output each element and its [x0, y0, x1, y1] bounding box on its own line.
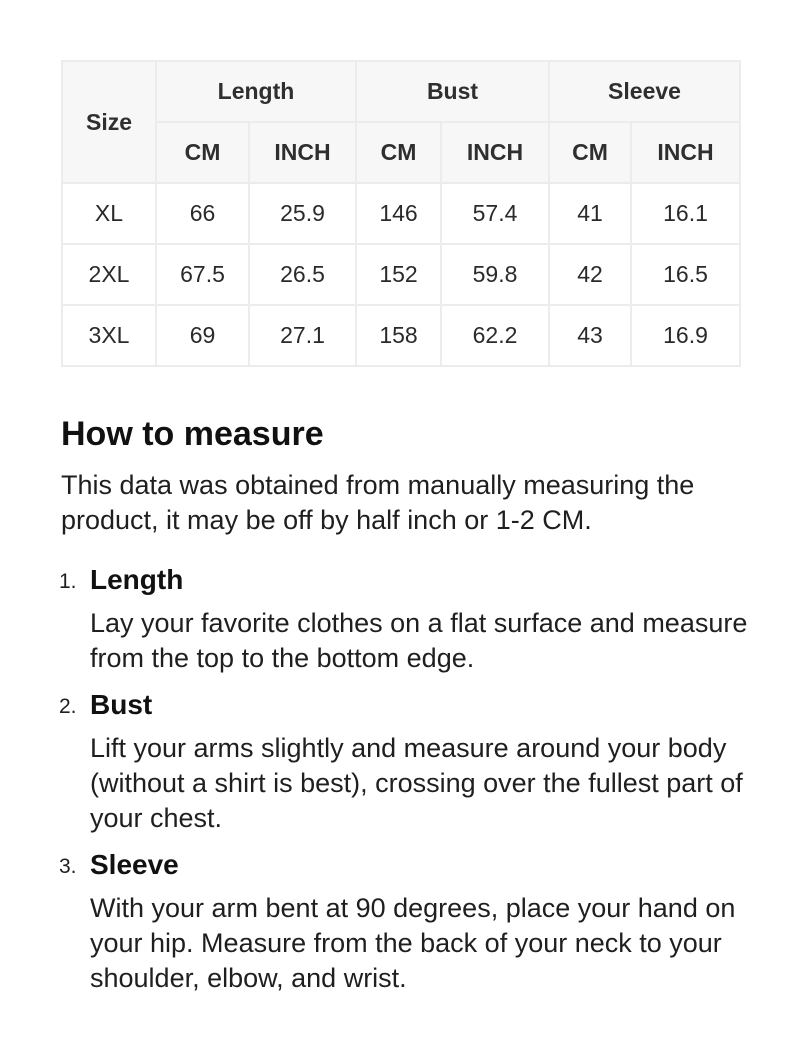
- measure-guide: [61, 412, 751, 1007]
- length-header: Length: [156, 61, 356, 122]
- header-row-units: [62, 122, 740, 183]
- table-cell: 16.9: [631, 305, 740, 366]
- table-cell: 43: [549, 305, 631, 366]
- step-length: [61, 562, 751, 676]
- step-number: 1.: [59, 570, 77, 593]
- size-header: Size: [62, 61, 156, 183]
- table-row: [62, 183, 740, 244]
- table-cell: 67.5: [156, 244, 249, 305]
- table-cell: 152: [356, 244, 441, 305]
- table-row: [62, 244, 740, 305]
- step-bust: [61, 687, 751, 836]
- bust-cm-header: CM: [356, 122, 441, 183]
- length-cm-header: CM: [156, 122, 249, 183]
- size-cell: XL: [62, 183, 156, 244]
- step-description: Lay your favorite clothes on a flat surface and measure from the top to the bottom edge.: [90, 608, 748, 673]
- step-number: 3.: [59, 855, 77, 878]
- guide-title: How to measure: [61, 415, 324, 453]
- table-cell: 41: [549, 183, 631, 244]
- table-cell: 42: [549, 244, 631, 305]
- bust-inch-header: INCH: [441, 122, 549, 183]
- table-cell: 27.1: [249, 305, 356, 366]
- step-title: Length: [90, 564, 184, 595]
- table-cell: 25.9: [249, 183, 356, 244]
- step-description: Lift your arms slightly and measure around your body (without a shirt is best), crossing over the fullest part of your chest.: [90, 733, 743, 833]
- size-chart-table: [61, 60, 741, 367]
- step-sleeve: [61, 847, 751, 996]
- step-description: With your arm bent at 90 degrees, place your hand on your hip. Measure from the back of your neck to your shoulder, elbow, and wrist.: [90, 893, 736, 993]
- sleeve-header: Sleeve: [549, 61, 740, 122]
- guide-intro: This data was obtained from manually measuring the product, it may be off by half inch or 1-2 CM.: [61, 470, 695, 535]
- step-title: Sleeve: [90, 849, 179, 880]
- table-cell: 26.5: [249, 244, 356, 305]
- measure-steps: [61, 562, 751, 996]
- table-cell: 69: [156, 305, 249, 366]
- table-cell: 62.2: [441, 305, 549, 366]
- table-cell: 16.1: [631, 183, 740, 244]
- bust-header: Bust: [356, 61, 549, 122]
- table-cell: 158: [356, 305, 441, 366]
- table-cell: 57.4: [441, 183, 549, 244]
- size-cell: 2XL: [62, 244, 156, 305]
- table-row: [62, 305, 740, 366]
- table-cell: 66: [156, 183, 249, 244]
- sleeve-cm-header: CM: [549, 122, 631, 183]
- table-cell: 59.8: [441, 244, 549, 305]
- size-cell: 3XL: [62, 305, 156, 366]
- sleeve-inch-header: INCH: [631, 122, 740, 183]
- length-inch-header: INCH: [249, 122, 356, 183]
- header-row-groups: [62, 61, 740, 122]
- step-title: Bust: [90, 689, 153, 720]
- step-number: 2.: [59, 695, 77, 718]
- table-cell: 16.5: [631, 244, 740, 305]
- table-cell: 146: [356, 183, 441, 244]
